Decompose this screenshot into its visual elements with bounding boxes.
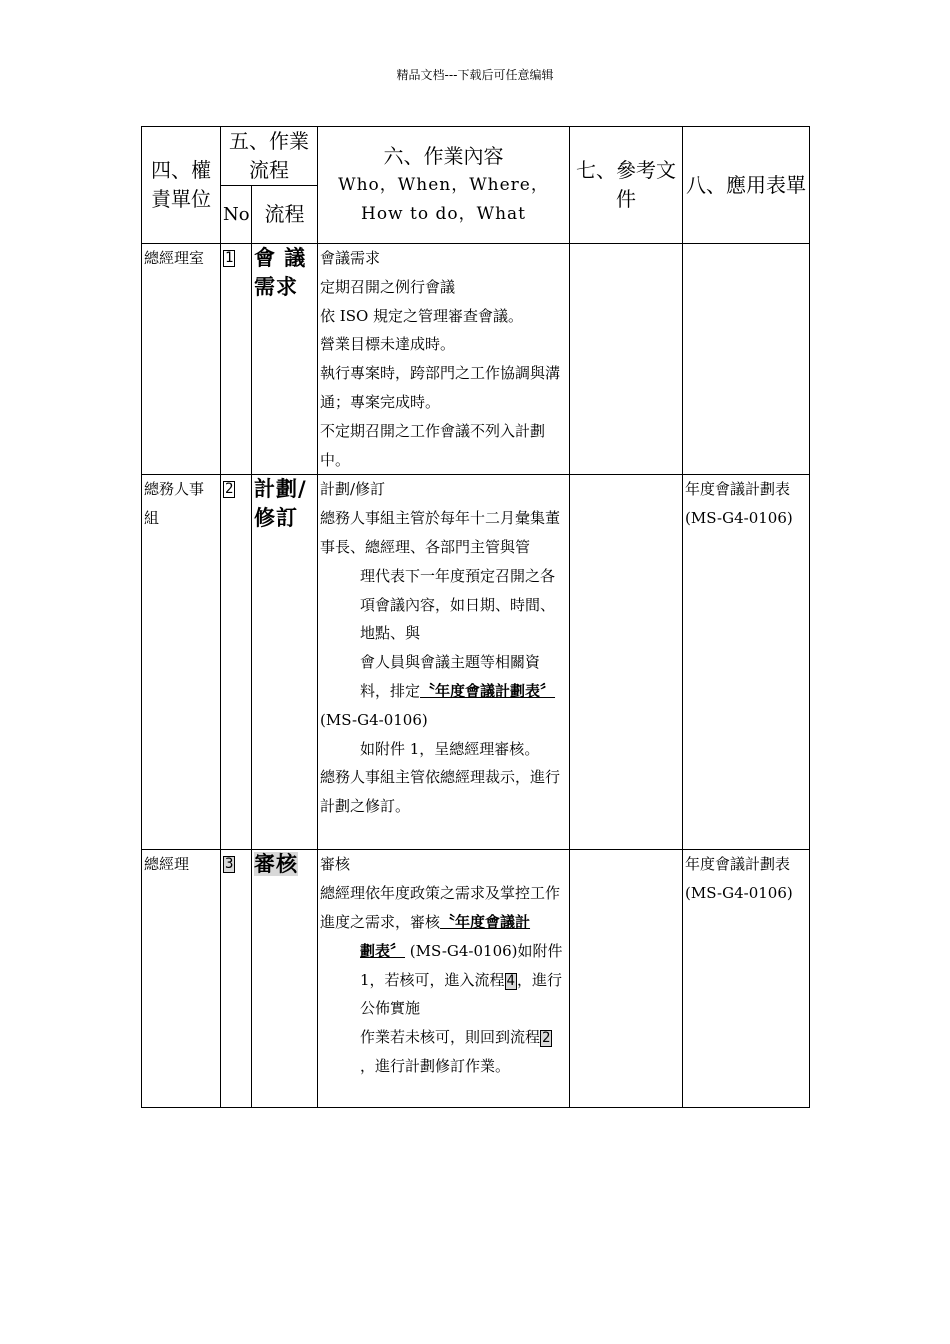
table-row [142, 244, 810, 475]
content-line [320, 648, 567, 706]
content-line: 審核 [320, 855, 351, 874]
form-cell: 年度會議計劃表(MS-G4-0106) [683, 475, 810, 850]
unit-cell: 總務人事組 [142, 475, 221, 850]
table-row [142, 850, 810, 1108]
table-row [142, 475, 810, 850]
step-number-cell [221, 244, 252, 475]
step-name: 計劃/修訂 [254, 477, 307, 531]
unit-cell: 總經理室 [142, 244, 221, 475]
content-line [320, 937, 567, 1023]
step-name: 會 議需求 [254, 246, 307, 299]
header-application-forms: 八、應用表單 [683, 127, 810, 244]
step-name-cell [252, 850, 318, 1108]
content-line: 如附件 1，呈總經理審核。 [360, 739, 540, 758]
content-cell [318, 475, 570, 850]
content-line [320, 1023, 567, 1081]
content-cell [318, 850, 570, 1108]
content-line: 會議需求 [320, 249, 381, 267]
content-line: 營業目標未達成時。 [320, 335, 456, 354]
content-line: 定期召開之例行會議 [320, 277, 456, 296]
content-line: 計劃/修訂 [320, 480, 386, 499]
content-line: 總務人事組主管依總經理裁示，進行計劃之修訂。 [320, 768, 561, 816]
header-responsible-unit: 四、權責單位 [142, 127, 221, 244]
step-name-cell [252, 475, 318, 850]
header-work-content-title: 六、作業內容 [383, 143, 504, 168]
form-reference: 劃表〞 [360, 941, 406, 960]
content-line: 總務人事組主管於每年十二月彙集董事長、總經理、各部門主管與管 [320, 509, 561, 556]
content-line: 依 ISO 規定之管理審查會議。 [320, 306, 524, 325]
flow-step-ref: 2 [542, 1030, 551, 1047]
step-number: 3 [225, 856, 234, 873]
header-flow: 流程 [252, 186, 318, 244]
reference-cell [570, 475, 683, 850]
content-text: 總經理依年度政策之需求及掌控工作進度之需求，審核 [320, 884, 561, 931]
step-name: 審核 [254, 852, 298, 877]
form-reference: 〝年度會議計劃表〞 [420, 681, 556, 700]
form-cell [683, 244, 810, 475]
header-work-content-subtitle: Who，When，Where，How to do，What [338, 174, 549, 224]
header-workflow: 五、作業流程 [221, 127, 318, 186]
header-reference-docs: 七、參考文件 [570, 127, 683, 244]
content-line: 理代表下一年度預定召開之各項會議內容，如日期、時間、地點、與 [360, 566, 556, 643]
content-line: 不定期召開之工作會議不列入計劃中。 [320, 421, 546, 469]
reference-cell [570, 244, 683, 475]
content-text: (MS-G4-0106)如附件 1，若核可，進入流程 [360, 941, 563, 989]
step-number: 1 [225, 250, 234, 266]
form-reference: 〝年度會議計 [440, 912, 531, 931]
content-line: 執行專案時，跨部門之工作協調與溝通；專案完成時。 [320, 364, 561, 411]
reference-cell [570, 850, 683, 1108]
step-number-cell [221, 850, 252, 1108]
content-text: ，進行公佈實施 [360, 970, 562, 1018]
procedure-table [141, 126, 810, 1108]
content-line: (MS-G4-0106) [320, 710, 428, 729]
content-text: 作業若未核可，則回到流程 [360, 1028, 541, 1047]
form-cell: 年度會議計劃表(MS-G4-0106) [683, 850, 810, 1108]
page-header: 精品文档---下载后可任意编辑 [396, 68, 554, 82]
unit-cell: 總經理 [142, 850, 221, 1108]
header-no: No [221, 186, 252, 244]
step-number-cell [221, 475, 252, 850]
content-text: 會人員與會議主題等相關資料，排定 [360, 653, 541, 700]
flow-step-ref: 4 [506, 972, 515, 989]
step-name-cell [252, 244, 318, 475]
content-line [320, 879, 567, 937]
content-cell [318, 244, 570, 475]
header-work-content [318, 127, 570, 244]
step-number: 2 [225, 481, 234, 498]
content-text: ，進行計劃修訂作業。 [360, 1056, 511, 1075]
